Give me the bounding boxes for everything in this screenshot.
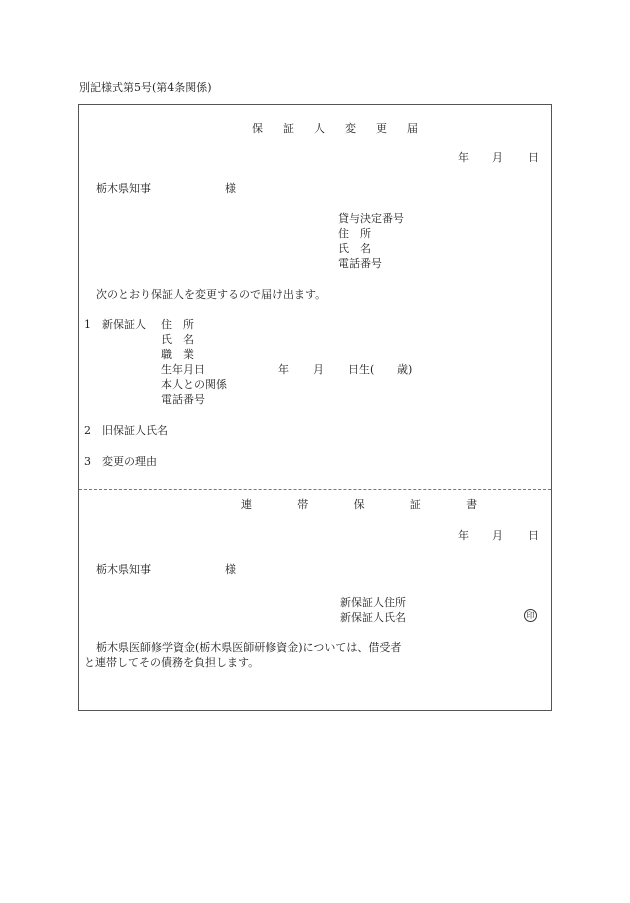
form-frame [78, 104, 552, 711]
new-guarantor-address-field-label: 新保証人住所 [340, 596, 406, 609]
dashed-divider [79, 489, 551, 490]
new-guarantor-address-label: 住 所 [161, 318, 194, 331]
birth-month-label: 月 [313, 363, 324, 376]
old-guarantor-name-label: 旧保証人氏名 [102, 424, 168, 437]
change-reason-label: 変更の理由 [102, 455, 157, 468]
applicant-address-label: 住 所 [338, 227, 371, 240]
date-day-label: 日 [528, 151, 539, 164]
date-month-label: 月 [492, 151, 503, 164]
guarantee-body-line2: と連帯してその債務を負担します。 [84, 656, 260, 669]
intro-text: 次のとおり保証人を変更するので届け出ます。 [96, 288, 327, 301]
form-reference: 別記様式第5号(第4条関係) [79, 81, 212, 94]
guarantee-date-year-label: 年 [458, 529, 469, 542]
birth-year-label: 年 [278, 363, 289, 376]
new-guarantor-phone-label: 電話番号 [161, 393, 205, 406]
relation-label: 本人との関係 [161, 378, 227, 391]
date-year-label: 年 [458, 151, 469, 164]
change-notice-title: 保 証 人 変 更 届 [252, 122, 427, 135]
item1-number: 1 [84, 318, 91, 331]
birth-age-label: 歳) [397, 363, 413, 376]
new-guarantor-occupation-label: 職 業 [161, 348, 194, 361]
applicant-phone-label: 電話番号 [338, 257, 382, 270]
guarantee-addressee: 栃木県知事 [96, 563, 151, 576]
guarantee-honorific: 様 [225, 563, 236, 576]
guarantee-date-day-label: 日 [528, 529, 539, 542]
guarantee-date-month-label: 月 [492, 529, 503, 542]
item1-label: 新保証人 [102, 318, 146, 331]
item3-number: 3 [84, 455, 91, 468]
applicant-name-label: 氏 名 [338, 242, 371, 255]
guarantee-title: 連 帯 保 証 書 [241, 498, 499, 511]
loan-number-label: 貸与決定番号 [338, 212, 404, 225]
seal-mark-icon: 印 [524, 609, 537, 622]
birth-day-label: 日生( [348, 363, 375, 376]
addressee: 栃木県知事 [96, 182, 151, 195]
new-guarantor-birthdate-label: 生年月日 [161, 363, 205, 376]
addressee-honorific: 様 [225, 182, 236, 195]
guarantee-body-line1: 栃木県医師修学資金(栃木県医師研修資金)については、借受者 [96, 641, 402, 654]
new-guarantor-name-label: 氏 名 [161, 333, 194, 346]
new-guarantor-name-field-label: 新保証人氏名 [340, 611, 406, 624]
item2-number: 2 [84, 424, 91, 437]
